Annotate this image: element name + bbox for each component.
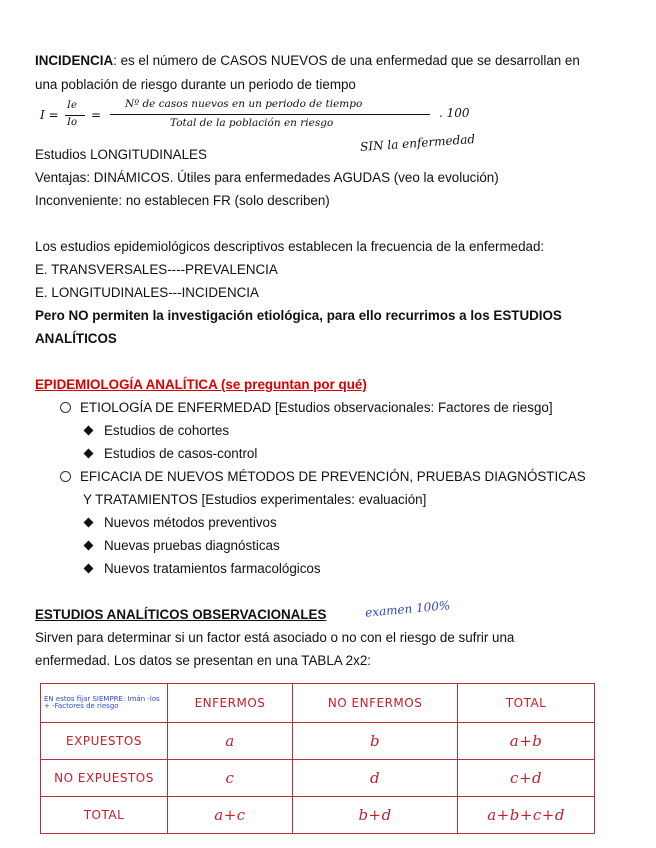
- hollow-circle-bullet-icon: [60, 471, 71, 482]
- table-cell: a+b+c+d: [458, 797, 595, 834]
- analitica-item-2: [60, 468, 586, 486]
- table-cell: d: [292, 760, 457, 797]
- descriptivos-transversales: E. TRANSVERSALES----PREVALENCIA: [35, 262, 278, 277]
- analitica-sub2-2-text: Nuevas pruebas diagnósticas: [104, 538, 280, 553]
- diamond-bullet-icon: [84, 518, 94, 528]
- formula-ie: Ie: [67, 100, 77, 111]
- table-cell: a+c: [168, 797, 293, 834]
- analitica-sub2-2: [85, 537, 280, 555]
- incidencia-term: INCIDENCIA: [35, 53, 114, 68]
- incidencia-def: : es el número de CASOS NUEVOS de una enfermedad que se desarrollan en: [113, 53, 580, 68]
- formula-note: SIN la enfermedad: [359, 131, 476, 155]
- table-row: [41, 723, 595, 760]
- contingency-table-2x2: [40, 683, 595, 834]
- analitica-sub1-1-text: Estudios de cohortes: [104, 423, 230, 438]
- table-cell: c+d: [458, 760, 595, 797]
- analitica-item-1: [60, 399, 553, 417]
- analitica-item-1-text: ETIOLOGÍA DE ENFERMEDAD [Estudios observacionales: Factores de riesgo]: [80, 400, 553, 415]
- analitica-sub1-2-text: Estudios de casos-control: [104, 446, 258, 461]
- observacionales-heading: ESTUDIOS ANALÍTICOS OBSERVACIONALES: [35, 607, 327, 622]
- table-cell: b+d: [292, 797, 457, 834]
- formula-numerator: Nº de casos nuevos en un periodo de tiempo: [125, 98, 363, 110]
- analitica-sub2-3: [85, 560, 321, 578]
- analitica-sub2-1: [85, 514, 277, 532]
- formula-eq: =: [91, 108, 102, 122]
- analitica-sub1-1: [85, 422, 229, 440]
- table-corner-note: EN estos fijar SIEMPRE: Imán -los + -Factores de riesgo: [41, 684, 168, 723]
- table-cell: b: [292, 723, 457, 760]
- formula-times: . 100: [439, 106, 470, 120]
- formula-io: Io: [67, 117, 77, 128]
- table-row: [41, 760, 595, 797]
- analitica-heading: EPIDEMIOLOGÍA ANALÍTICA (se preguntan por qué): [35, 377, 367, 392]
- formula-denominator: Total de la población en riesgo: [170, 117, 334, 129]
- table-row: [41, 797, 595, 834]
- table-header-row: [41, 684, 595, 723]
- observacionales-note: examen 100%: [364, 598, 451, 620]
- hollow-circle-bullet-icon: [60, 402, 71, 413]
- descriptivos-intro: Los estudios epidemiológicos descriptivos establecen la frecuencia de la enfermedad:: [35, 239, 545, 254]
- table-row-label: NO EXPUESTOS: [41, 760, 168, 797]
- formula-small-bar: [65, 115, 85, 116]
- diamond-bullet-icon: [84, 541, 94, 551]
- formula-lhs: I =: [40, 108, 59, 122]
- analitica-sub2-1-text: Nuevos métodos preventivos: [104, 515, 277, 530]
- table-cell: c: [168, 760, 293, 797]
- observacionales-p2: enfermedad. Los datos se presentan en una TABLA 2x2:: [35, 653, 371, 668]
- table-header-no-enfermos: NO ENFERMOS: [292, 684, 457, 723]
- table-header-total: TOTAL: [458, 684, 595, 723]
- diamond-bullet-icon: [84, 564, 94, 574]
- table-row-label: EXPUESTOS: [41, 723, 168, 760]
- incidencia-line2: una población de riesgo durante un periodo de tiempo: [35, 77, 356, 92]
- incidencia-line1: [35, 52, 580, 70]
- longitudinal-inconveniente: Inconveniente: no establecen FR (solo describen): [35, 193, 330, 208]
- table-cell: a+b: [458, 723, 595, 760]
- formula-bar: [110, 114, 430, 115]
- table-header-enfermos: ENFERMOS: [168, 684, 293, 723]
- diamond-bullet-icon: [84, 449, 94, 459]
- diamond-bullet-icon: [84, 426, 94, 436]
- longitudinal-ventajas: Ventajas: DINÁMICOS. Útiles para enfermedades AGUDAS (veo la evolución): [35, 170, 499, 185]
- table-cell: a: [168, 723, 293, 760]
- descriptivos-longitudinales: E. LONGITUDINALES---INCIDENCIA: [35, 285, 259, 300]
- longitudinal-title: Estudios LONGITUDINALES: [35, 147, 207, 162]
- descriptivos-bold2: ANALÍTICOS: [35, 331, 117, 346]
- observacionales-p1: Sirven para determinar si un factor está asociado o no con el riesgo de sufrir una: [35, 630, 515, 645]
- analitica-item-2-text: EFICACIA DE NUEVOS MÉTODOS DE PREVENCIÓN, PRUEBAS DIAGNÓSTICAS: [80, 469, 586, 484]
- table-row-label: TOTAL: [41, 797, 168, 834]
- descriptivos-bold1: Pero NO permiten la investigación etiológica, para ello recurrimos a los ESTUDIOS: [35, 308, 562, 323]
- analitica-item-2-cont: Y TRATAMIENTOS [Estudios experimentales: evaluación]: [83, 492, 427, 507]
- analitica-sub2-3-text: Nuevos tratamientos farmacológicos: [104, 561, 321, 576]
- analitica-sub1-2: [85, 445, 257, 463]
